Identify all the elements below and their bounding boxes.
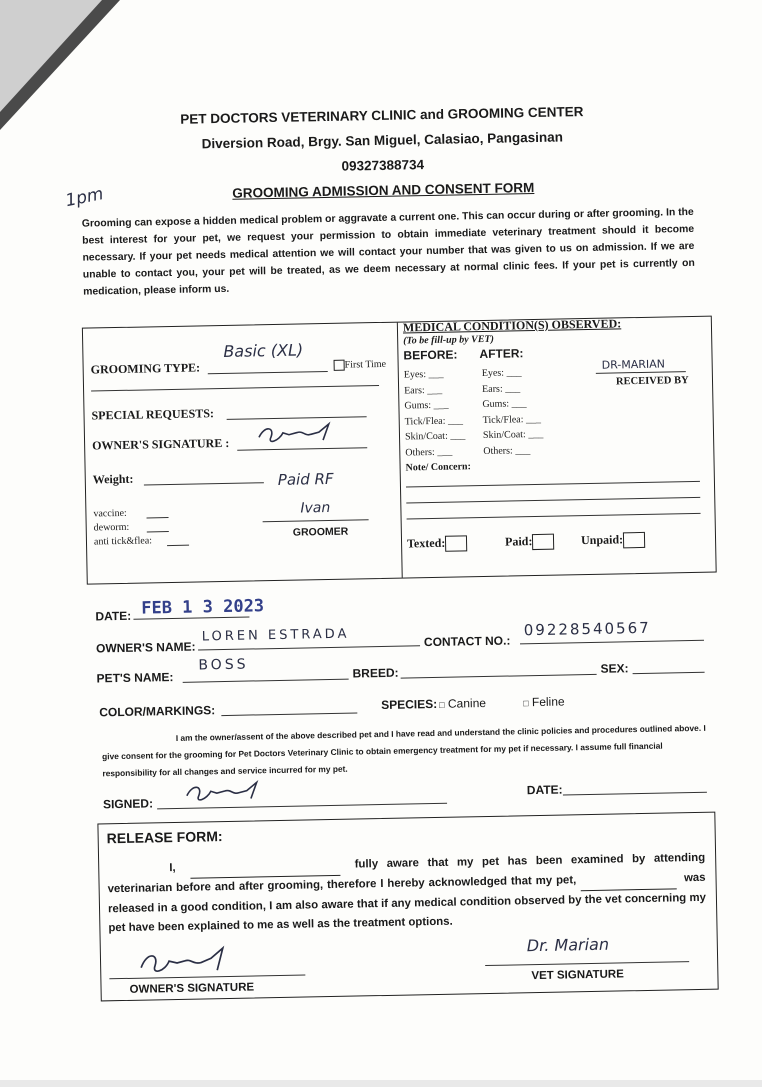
contact-label: CONTACT NO.:	[423, 633, 511, 650]
before-skin: Skin/Coat: ___	[404, 430, 466, 443]
first-time-label: First Time	[344, 358, 387, 371]
medical-title: MEDICAL CONDITION(S) OBSERVED:	[402, 316, 622, 335]
before-tick: Tick/Flea: ___	[404, 414, 464, 428]
after-gums: Gums: ___	[482, 398, 527, 411]
color-label: COLOR/MARKINGS:	[99, 703, 216, 720]
release-box	[97, 812, 718, 1002]
date-label: DATE:	[95, 608, 132, 624]
after-checklist	[482, 365, 544, 459]
time-note: 1pm	[63, 184, 106, 212]
before-gums: Gums: ___	[404, 399, 449, 412]
grooming-type-value[interactable]: Basic (XL)	[223, 340, 304, 361]
unpaid-checkbox[interactable]	[623, 532, 645, 548]
signed-label: SIGNED:	[102, 796, 154, 812]
date2-label: DATE:	[526, 782, 563, 798]
before-ears: Ears: ___	[404, 384, 443, 397]
clinic-phone: 09327388734	[341, 157, 425, 174]
owner-signature-label: OWNER'S SIGNATURE :	[91, 435, 230, 453]
paid-checkbox[interactable]	[532, 534, 554, 550]
release-owner-signature-scribble	[135, 944, 246, 980]
owner-name-value[interactable]: LOREN ESTRADA	[201, 626, 350, 645]
pet-name-label: PET'S NAME:	[96, 669, 174, 686]
vet-name: DR-MARIAN	[601, 357, 666, 372]
clinic-name: PET DOCTORS VETERINARY CLINIC and GROOMING CENTER	[180, 104, 584, 127]
breed-label: BREED:	[352, 665, 399, 681]
first-time-checkbox[interactable]	[334, 360, 345, 371]
pet-name-value[interactable]: BOSS	[198, 656, 249, 674]
before-others: Others: ___	[405, 446, 453, 458]
date-stamp[interactable]: FEB 1 3 2023	[141, 596, 265, 619]
before-checklist	[404, 366, 466, 460]
after-ears: Ears: ___	[482, 382, 521, 395]
clinic-address: Diversion Road, Brgy. San Miguel, Calasiao, Pangasinan	[201, 129, 564, 152]
intro-paragraph: Grooming can expose a hidden medical problem or aggravate a current one. This can occur during or after grooming. In the best interest for your pet, we request your permission to obtain immediate veterinary treatment should it become necessary. If your pet needs medical attention we will contact your number that was given to us on admission. If we are unable to contact you, your pet will be treated, as we deem necessary at normal clinic fees. If your pet is currently on medication, please inform us.	[81, 206, 695, 298]
feline-option[interactable]: □ Feline	[523, 694, 565, 710]
canine-checkbox[interactable]: □	[439, 699, 445, 710]
grooming-type-label: GROOMING TYPE:	[90, 360, 201, 377]
species-label: SPECIES:	[381, 696, 438, 713]
received-by-label: RECEIVED BY	[615, 375, 689, 388]
contact-value[interactable]: 09228540567	[523, 618, 651, 640]
after-label: AFTER:	[479, 346, 524, 362]
unpaid-option[interactable]: Unpaid:	[581, 532, 645, 549]
feline-checkbox[interactable]: □	[523, 698, 529, 709]
texted-checkbox[interactable]	[445, 536, 467, 552]
before-label: BEFORE:	[403, 347, 458, 363]
box-divider	[397, 323, 403, 578]
release-pet-blank[interactable]	[580, 869, 676, 891]
after-others: Others: ___	[483, 444, 531, 457]
after-tick: Tick/Flea: ___	[482, 413, 542, 426]
special-requests-label: SPECIAL REQUESTS:	[91, 406, 215, 423]
owner-signature-caption: OWNER'S SIGNATURE	[129, 981, 255, 996]
release-name-blank[interactable]	[190, 856, 340, 879]
deworm-label: deworm:	[93, 521, 130, 534]
weight-label: Weight:	[92, 471, 134, 487]
release-title: RELEASE FORM:	[106, 828, 223, 847]
vet-signature-scribble: Dr. Marian	[526, 934, 610, 956]
paid-option[interactable]: Paid:	[505, 534, 555, 551]
texted-option[interactable]: Texted:	[407, 535, 468, 552]
medical-subtitle: (To be fill-up by VET)	[403, 333, 495, 347]
form-title: GROOMING ADMISSION AND CONSENT FORM	[232, 179, 535, 201]
paid-note: Paid RF	[277, 469, 334, 489]
first-time-option[interactable]	[334, 359, 387, 371]
before-eyes: Eyes: ___	[403, 368, 444, 381]
owner-name-label: OWNER'S NAME:	[95, 639, 196, 656]
admission-box	[82, 316, 717, 585]
vet-signature-caption: VET SIGNATURE	[531, 968, 624, 983]
groomer-label: GROOMER	[292, 525, 349, 539]
antitick-label: anti tick&flea:	[93, 535, 153, 548]
after-skin: Skin/Coat: ___	[482, 428, 544, 442]
note-label: Note/ Concern:	[405, 461, 471, 474]
after-eyes: Eyes: ___	[481, 367, 522, 380]
release-paragraph: I, fully aware that my pet has been examined by attending veterinarian before and after grooming, therefore I hereby acknowledged that my pet, was released in a good condition, I am also aware that if any medical condition observed by the vet concerning my pet have been explained to me as well as the treatment options.	[107, 851, 707, 935]
groomer-name: Ivan	[300, 499, 331, 517]
owner-signature-scribble	[253, 420, 353, 448]
sex-label: SEX:	[600, 661, 629, 676]
vaccine-label: vaccine:	[93, 507, 127, 520]
consent-paragraph: I am the owner/assent of the above described pet and I have read and understand the clinic policies and procedures outlined above. I give consent for the grooming for Pet Doctors Veterinary Clinic to obtain emergency treatment for my pet if necessary. I assume full financial responsibility for all changes and service incurred for my pet.	[102, 722, 706, 779]
canine-option[interactable]: □ Canine	[439, 695, 487, 711]
signed-signature-scribble	[181, 778, 281, 806]
